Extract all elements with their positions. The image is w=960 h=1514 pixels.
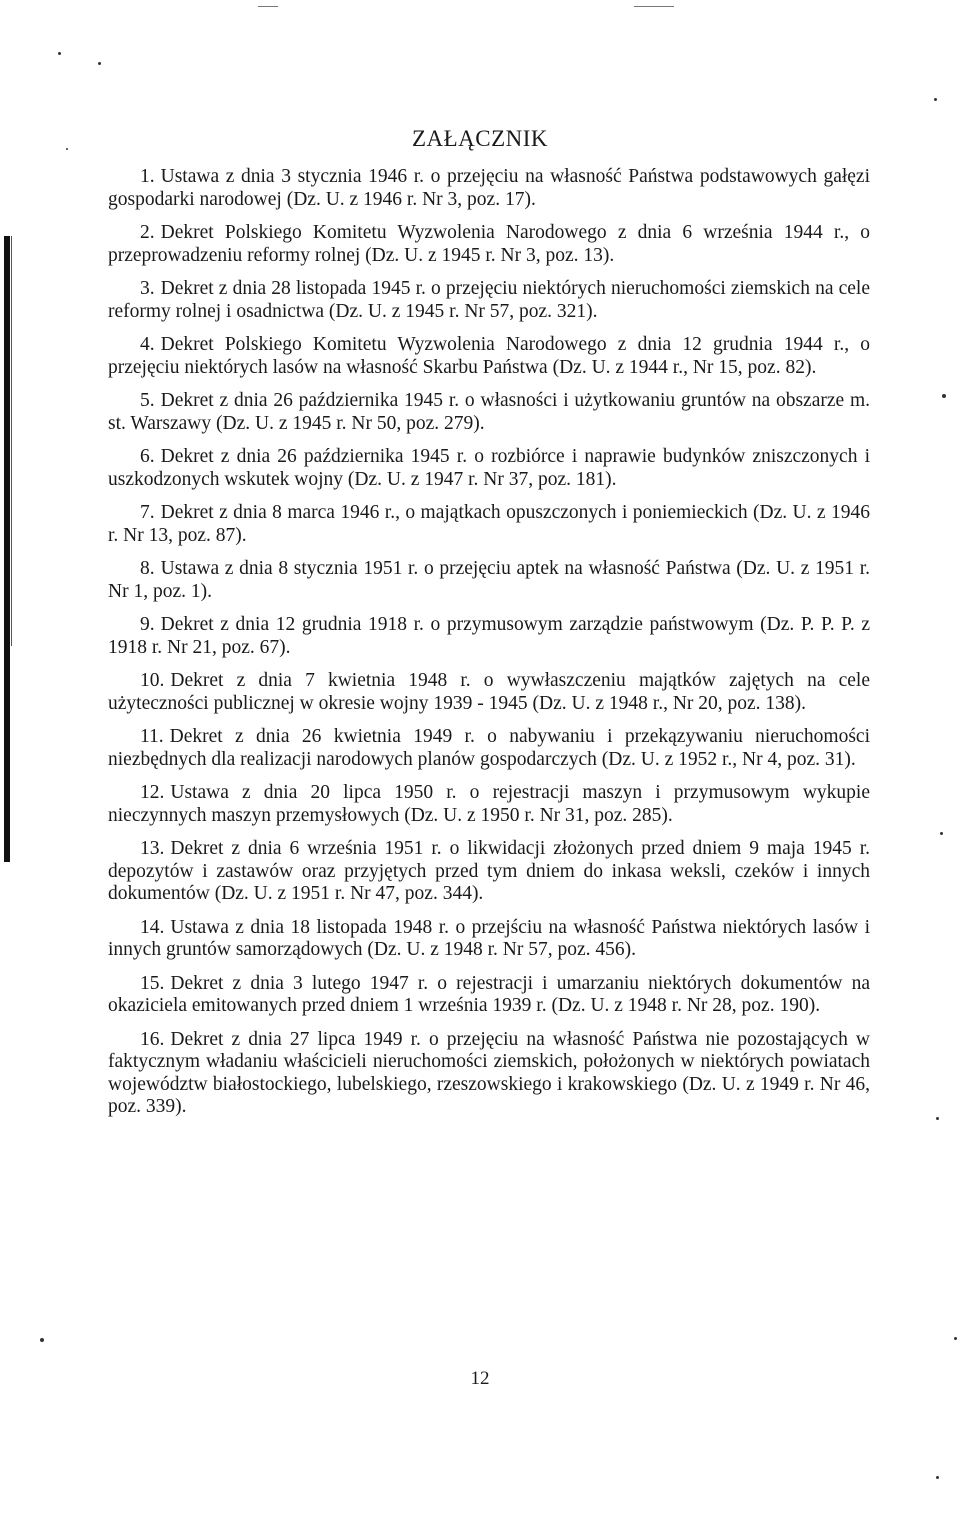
item-text: Dekret z dnia 12 grudnia 1918 r. o przymusowym zarządzie państwowym (Dz. P. P. P. z 1918 r. Nr 21, poz. 67). [108,614,870,658]
list-item [108,222,870,267]
scan-speck [942,394,946,398]
item-number: 7. [140,502,155,523]
page-number: 12 [470,1368,490,1389]
item-number: 8. [140,558,155,579]
item-text: Dekret z dnia 26 kwietnia 1949 r. o nabywaniu i przekązywaniu nieruchomości niezbędnych dla realizacji narodowych planów gospodarczych (Dz. U. z 1952 r., Nr 4, poz. 31). [108,726,870,770]
list-item [108,502,870,547]
list-item [108,334,870,379]
list-item [108,917,870,962]
document-heading: ZAŁĄCZNIK [411,126,549,151]
scan-speck [936,1117,939,1120]
scan-speck [58,52,61,55]
list-item [108,390,870,435]
item-number: 12. [140,782,165,803]
scan-speck [954,1337,957,1340]
item-number: 3. [140,278,155,299]
item-number: 14. [140,916,165,938]
scan-artifact-line [258,6,278,7]
list-item [108,558,870,603]
scan-binding-edge [4,236,10,862]
item-number: 9. [140,614,155,635]
list-item [108,446,870,491]
item-text: Dekret z dnia 3 lutego 1947 r. o rejestracji i umarzaniu niektórych dokumentów na okaziciela emitowanych przed dniem 1 września 1939 r. (Dz. U. z 1948 r. Nr 28, poz. 190). [108,972,870,1016]
item-text: Dekret z dnia 8 marca 1946 r., o majątkach opuszczonych i poniemieckich (Dz. U. z 1946 r. Nr 13, poz. 87). [108,502,870,546]
item-number: 4. [140,334,155,355]
item-number: 2. [140,222,155,243]
item-number: 16. [140,1028,165,1050]
list-item [108,614,870,659]
list-item [108,838,870,906]
legislation-list [108,166,870,1130]
list-item [108,670,870,715]
list-item [108,973,870,1018]
scan-speck [98,62,101,65]
scan-artifact-line [634,6,674,7]
scan-speck [934,98,937,101]
item-text: Dekret Polskiego Komitetu Wyzwolenia Narodowego z dnia 6 września 1944 r., o przeprowadzeniu reformy rolnej (Dz. U. z 1945 r. Nr 3, poz. 13). [108,222,870,266]
item-number: 5. [140,390,155,411]
item-number: 1. [140,166,155,187]
scan-binding-edge-thin [11,236,12,646]
item-text: Dekret Polskiego Komitetu Wyzwolenia Narodowego z dnia 12 grudnia 1944 r., o przejęciu niektórych lasów na własność Skarbu Państwa (Dz. U. z 1944 r., Nr 15, poz. 82). [108,334,870,378]
item-text: Dekret z dnia 7 kwietnia 1948 r. o wywłaszczeniu majątków zajętych na cele użyteczności publicznej w okresie wojny 1939 - 1945 (Dz. U. z 1948 r., Nr 20, poz. 138). [108,670,870,714]
scan-speck [936,1476,939,1479]
list-item [108,782,870,827]
item-number: 10. [140,670,165,691]
list-item [108,1029,870,1119]
scan-speck [940,832,943,835]
item-text: Dekret z dnia 27 lipca 1949 r. o przejęciu na własność Państwa nie pozostających w faktycznym władaniu właścicieli nieruchomości ziemskich, położonych w niektórych powiatach województw białostockiego, lubelskiego, rzeszowskiego i krakowskiego (Dz. U. z 1949 r. Nr 46, poz. 339). [108,1028,870,1117]
scan-speck [40,1338,44,1342]
item-text: Ustawa z dnia 18 listopada 1948 r. o przejściu na własność Państwa niektórych lasów i innych gruntów samorządowych (Dz. U. z 1948 r. Nr 57, poz. 456). [108,916,870,960]
item-number: 6. [140,446,155,467]
item-text: Dekret z dnia 26 października 1945 r. o własności i użytkowaniu gruntów na obszarze m. st. Warszawy (Dz. U. z 1945 r. Nr 50, poz. 279). [108,390,870,434]
list-item [108,726,870,771]
item-text: Ustawa z dnia 20 lipca 1950 r. o rejestracji maszyn i przymusowym wykupie nieczynnych maszyn przemysłowych (Dz. U. z 1950 r. Nr 31, poz. 285). [108,782,870,826]
item-number: 11. [140,726,164,747]
item-text: Ustawa z dnia 8 stycznia 1951 r. o przejęciu aptek na własność Państwa (Dz. U. z 1951 r. Nr 1, poz. 1). [108,558,870,602]
list-item [108,166,870,211]
item-text: Dekret z dnia 28 listopada 1945 r. o przejęciu niektórych nieruchomości ziemskich na cele reformy rolnej i osadnictwa (Dz. U. z 1945 r. Nr 57, poz. 321). [108,278,870,322]
item-text: Dekret z dnia 6 września 1951 r. o likwidacji złożonych przed dniem 9 maja 1945 r. depozytów i zastawów oraz przyjętych przed tym dniem do inkasa weksli, czeków i innych dokumentów (Dz. U. z 1951 r. Nr 47, poz. 344). [108,838,870,904]
item-text: Dekret z dnia 26 października 1945 r. o rozbiórce i naprawie budynków zniszczonych i uszkodzonych wskutek wojny (Dz. U. z 1947 r. Nr 37, poz. 181). [108,446,870,490]
item-text: Ustawa z dnia 3 stycznia 1946 r. o przejęciu na własność Państwa podstawowych gałęzi gospodarki narodowej (Dz. U. z 1946 r. Nr 3, poz. 17). [108,166,870,210]
item-number: 13. [140,838,165,859]
list-item [108,278,870,323]
item-number: 15. [140,972,165,994]
